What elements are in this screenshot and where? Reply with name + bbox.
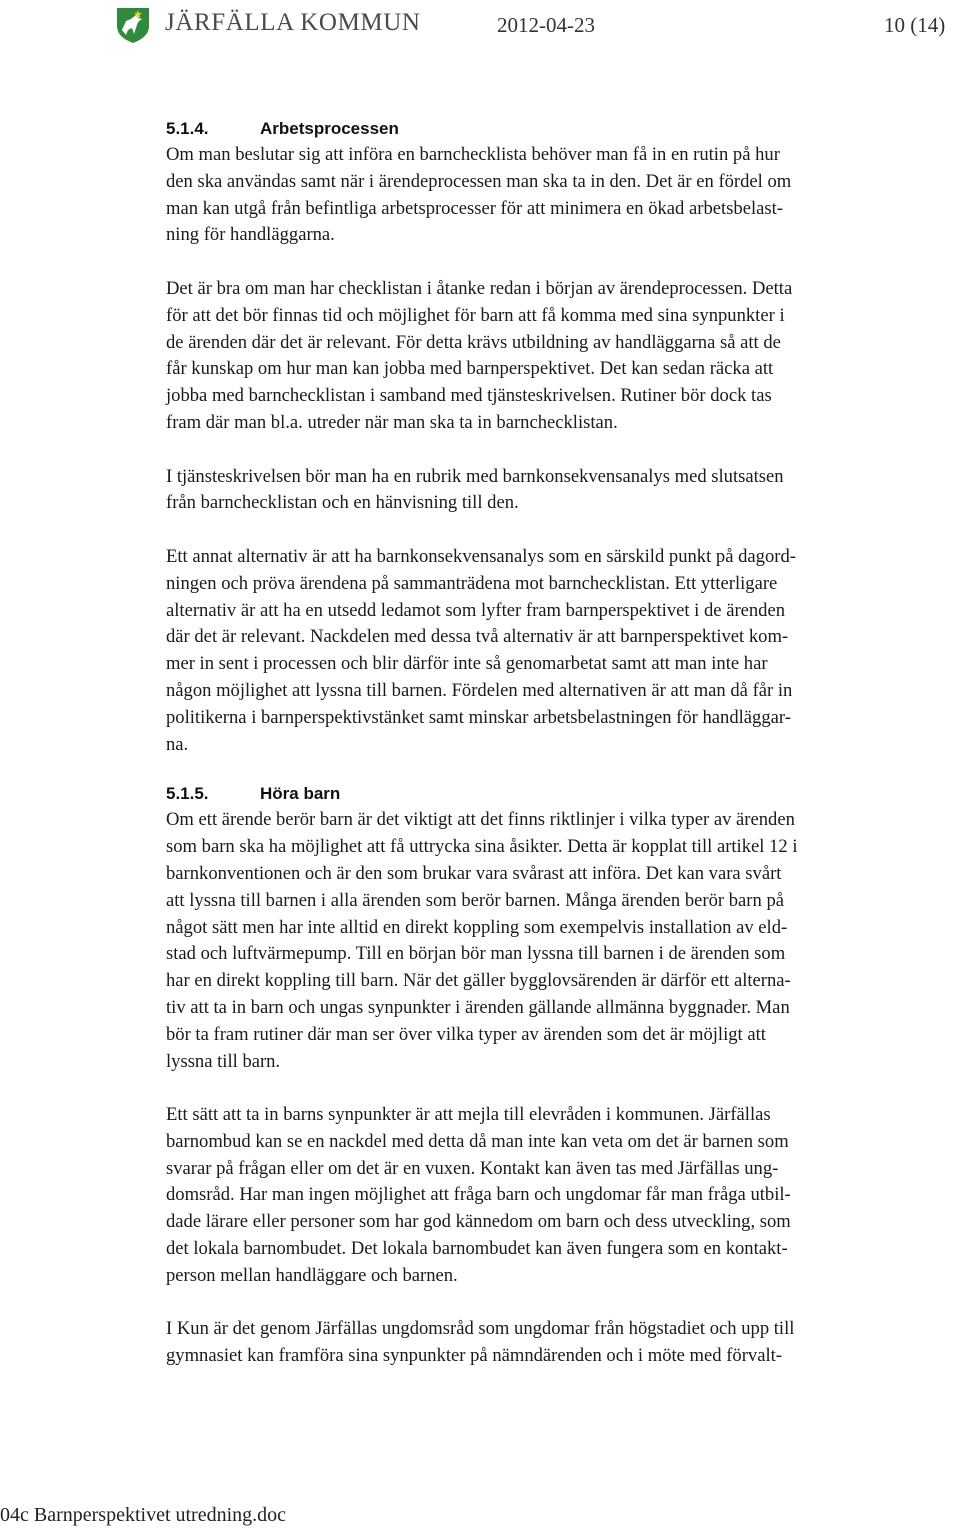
text-line: domsråd. Har man ingen möjlighet att fråga barn och ungdomar får man fråga utbil-	[166, 1184, 791, 1206]
text-line: Om ett ärende berör barn är det viktigt att det finns riktlinjer i vilka typer av ärenden	[166, 809, 795, 831]
text-line: fram där man bl.a. utreder när man ska ta in barnchecklistan.	[166, 411, 618, 433]
paragraph	[166, 464, 960, 518]
text-line: I Kun är det genom Järfällas ungdomsråd som ungdomar från högstadiet och upp till	[166, 1318, 795, 1340]
section-title: Arbetsprocessen	[260, 119, 399, 138]
text-line: barnombud kan se en nackdel med detta då man inte kan veta om det är barnen som	[166, 1130, 789, 1152]
text-line: lyssna till barn.	[166, 1050, 281, 1072]
footer-filename: 04c Barnperspektivet utredning.doc	[0, 1504, 287, 1526]
text-line: jobba med barnchecklistan i samband med tjänsteskrivelsen. Rutiner bör dock tas	[166, 385, 772, 407]
text-line: från barnchecklistan och en hänvisning till den.	[166, 492, 519, 514]
document-date: 2012-04-23	[497, 13, 595, 37]
text-line: något sätt men har inte alltid en direkt koppling som exempelvis installation av eld-	[166, 916, 788, 938]
page-number: 10 (14)	[884, 13, 946, 37]
section-heading	[166, 116, 960, 142]
text-line: dade lärare eller personer som har god kännedom om barn och dess utveckling, som	[166, 1211, 791, 1233]
section-number: 5.1.4.	[166, 119, 209, 138]
section-title: Höra barn	[260, 784, 341, 804]
text-line: Om man beslutar sig att införa en barnchecklista behöver man få in en rutin på hur	[166, 144, 780, 165]
text-line: barnkonventionen och är den som brukar vara svårast att införa. Det kan vara svårt	[166, 862, 782, 884]
text-line: de ärenden där det är relevant. För detta krävs utbildning av handläggarna så att de	[166, 331, 781, 353]
text-line: där det är relevant. Nackdelen med dessa två alternativ är att barnperspektivet kom-	[166, 626, 789, 648]
document-body	[166, 116, 960, 1370]
paragraph	[166, 1316, 960, 1370]
text-line: den ska användas samt när i ärendeprocessen man ska ta in den. Det är en fördel om	[166, 170, 792, 192]
paragraph	[166, 142, 960, 249]
text-line: som barn ska ha möjlighet att få uttrycka sina åsikter. Detta är kopplat till artikel 12 i	[166, 836, 798, 858]
text-line: att lyssna till barnen i alla ärenden som berör barnen. Många ärenden berör barn på	[166, 889, 784, 911]
paragraph	[166, 544, 960, 758]
page-header	[0, 0, 960, 60]
text-line: Det är bra om man har checklistan i åtanke redan i början av ärendeprocessen. Detta	[166, 277, 793, 299]
section-heading	[166, 781, 960, 807]
paragraph	[166, 276, 960, 437]
text-line: någon möjlighet att lyssna till barnen. Fördelen med alternativen är att man då får in	[166, 679, 793, 701]
text-line: mer in sent i processen och blir därför inte så genomarbetat samt att man inte har	[166, 653, 768, 675]
text-line: Ett sätt att ta in barns synpunkter är att mejla till elevråden i kommunen. Järfällas	[166, 1104, 771, 1126]
text-line: tiv att ta in barn och ungas synpunkter i ärenden gällande allmänna byggnader. Man	[166, 996, 790, 1018]
section-number: 5.1.5.	[166, 784, 209, 804]
text-line: ningen och pröva ärendena på sammanträdena mot barnchecklistan. Ett ytterligare	[166, 572, 778, 594]
text-line: politikerna i barnperspektivstänket samt minskar arbetsbelastningen för handläggar-	[166, 706, 791, 728]
text-line: stad och luftvärmepump. Till en början bör man lyssna till barnen i de ärenden som	[166, 943, 786, 965]
paragraph	[166, 1102, 960, 1290]
text-line: na.	[166, 733, 189, 755]
text-line: alternativ är att ha en utsedd ledamot som lyfter fram barnperspektivet i de ärenden	[166, 599, 786, 621]
text-line: det lokala barnombudet. Det lokala barnombudet kan även fungera som en kontakt-	[166, 1238, 788, 1260]
organization-name: JÄRFÄLLA KOMMUN	[165, 9, 421, 36]
kommun-logo-icon	[114, 6, 152, 44]
text-line: I tjänsteskrivelsen bör man ha en rubrik med barnkonsekvensanalys med slutsatsen	[166, 465, 784, 487]
text-line: bör ta fram rutiner där man ser över vilka typer av ärenden som det är möjligt att	[166, 1023, 766, 1045]
text-line: Ett annat alternativ är att ha barnkonsekvensanalys som en särskild punkt på dagord-	[166, 545, 796, 567]
text-line: för att det bör finnas tid och möjlighet för barn att få komma med sina synpunkter i	[166, 304, 785, 326]
text-line: person mellan handläggare och barnen.	[166, 1264, 458, 1286]
text-line: har en direkt koppling till barn. När det gäller bygglovsärenden är därför ett alterna-	[166, 970, 791, 992]
text-line: får kunskap om hur man kan jobba med barnperspektivet. Det kan sedan räcka att	[166, 358, 774, 380]
text-line: man kan utgå från befintliga arbetsprocesser för att minimera en ökad arbetsbelast-	[166, 197, 783, 219]
paragraph	[166, 807, 960, 1075]
text-line: gymnasiet kan framföra sina synpunkter på nämndärenden och i möte med förvalt-	[166, 1345, 782, 1367]
text-line: ning för handläggarna.	[166, 224, 335, 246]
text-line: svarar på frågan eller om det är en vuxen. Kontakt kan även tas med Järfällas ung-	[166, 1157, 779, 1179]
